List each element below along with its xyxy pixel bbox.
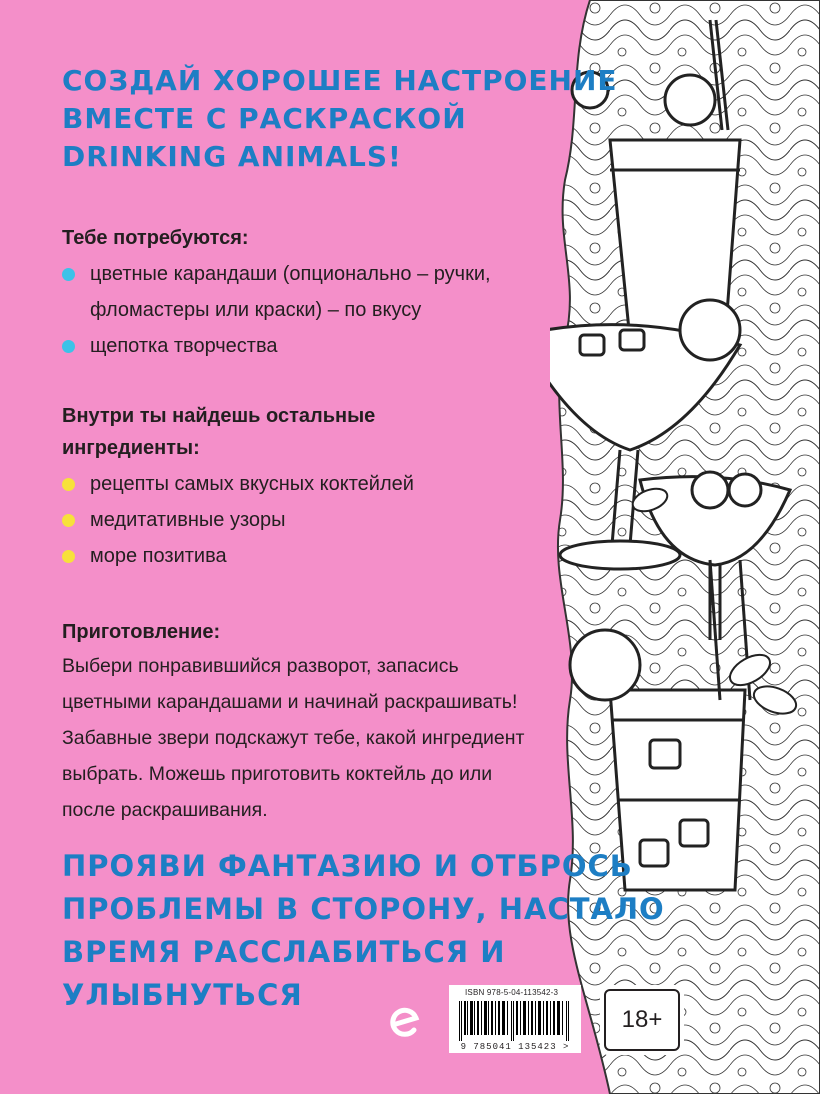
list-item-text: море позитива bbox=[90, 545, 227, 567]
section-title bbox=[62, 400, 582, 464]
headline-top-line: ВМЕСТЕ С РАСКРАСКОЙ bbox=[62, 102, 467, 135]
section-preparation bbox=[62, 616, 582, 828]
publisher-logo-icon bbox=[387, 1006, 421, 1042]
text-line: Забавные звери подскажут тебе, какой ингредиент bbox=[62, 727, 525, 749]
barcode bbox=[457, 1001, 573, 1041]
isbn-barcode-box bbox=[449, 985, 581, 1053]
section-title-line: Внутри ты найдешь остальные bbox=[62, 405, 376, 427]
preparation-text bbox=[62, 648, 582, 828]
list-item bbox=[62, 256, 540, 328]
text-line: выбрать. Можешь приготовить коктейль до или bbox=[62, 763, 493, 785]
text-line: цветными карандашами и начинай раскрашивать! bbox=[62, 691, 518, 713]
headline-top-line: DRINKING ANIMALS! bbox=[62, 140, 402, 173]
list-item bbox=[62, 502, 582, 538]
section-requirements bbox=[62, 222, 582, 364]
headline-bottom-line: УЛЫБНУТЬСЯ bbox=[62, 978, 303, 1012]
headline-bottom-line: ПРОЯВИ ФАНТАЗИЮ И ОТБРОСЬ bbox=[62, 849, 633, 883]
list-item bbox=[62, 466, 582, 502]
age-rating: 18+ bbox=[604, 989, 680, 1051]
list-item-text: щепотка творчества bbox=[90, 335, 278, 357]
section-title-line: ингредиенты: bbox=[62, 437, 200, 459]
text-line: Выбери понравившийся разворот, запасись bbox=[62, 655, 459, 677]
bullet-icon bbox=[62, 514, 75, 527]
age-rating-badge bbox=[600, 985, 684, 1055]
section-title: Тебе потребуются: bbox=[62, 227, 249, 249]
list-item bbox=[62, 538, 582, 574]
isbn-number: ISBN 978-5-04-113542-3 bbox=[465, 988, 559, 997]
ingredients-list bbox=[62, 466, 582, 574]
barcode-digits: 9 785041 135423 > bbox=[460, 1042, 570, 1052]
list-item-text: цветные карандаши (опционально – ручки, фломастеры или краски) – по вкусу bbox=[90, 263, 491, 321]
section-title: Приготовление: bbox=[62, 621, 221, 643]
bullet-icon bbox=[62, 340, 75, 353]
headline-bottom-line: ПРОБЛЕМЫ В СТОРОНУ, НАСТАЛО bbox=[62, 892, 665, 926]
list-item-text: рецепты самых вкусных коктейлей bbox=[90, 473, 414, 495]
list-item-text: медитативные узоры bbox=[90, 509, 286, 531]
bullet-icon bbox=[62, 550, 75, 563]
list-item bbox=[62, 328, 582, 364]
section-ingredients bbox=[62, 400, 582, 574]
headline-bottom-line: ВРЕМЯ РАССЛАБИТЬСЯ И bbox=[62, 935, 506, 969]
headline-top bbox=[62, 62, 618, 176]
headline-top-line: СОЗДАЙ ХОРОШЕЕ НАСТРОЕНИЕ bbox=[62, 64, 618, 97]
bullet-icon bbox=[62, 478, 75, 491]
bullet-icon bbox=[62, 268, 75, 281]
requirements-list bbox=[62, 256, 582, 364]
text-line: после раскрашивания. bbox=[62, 799, 268, 821]
